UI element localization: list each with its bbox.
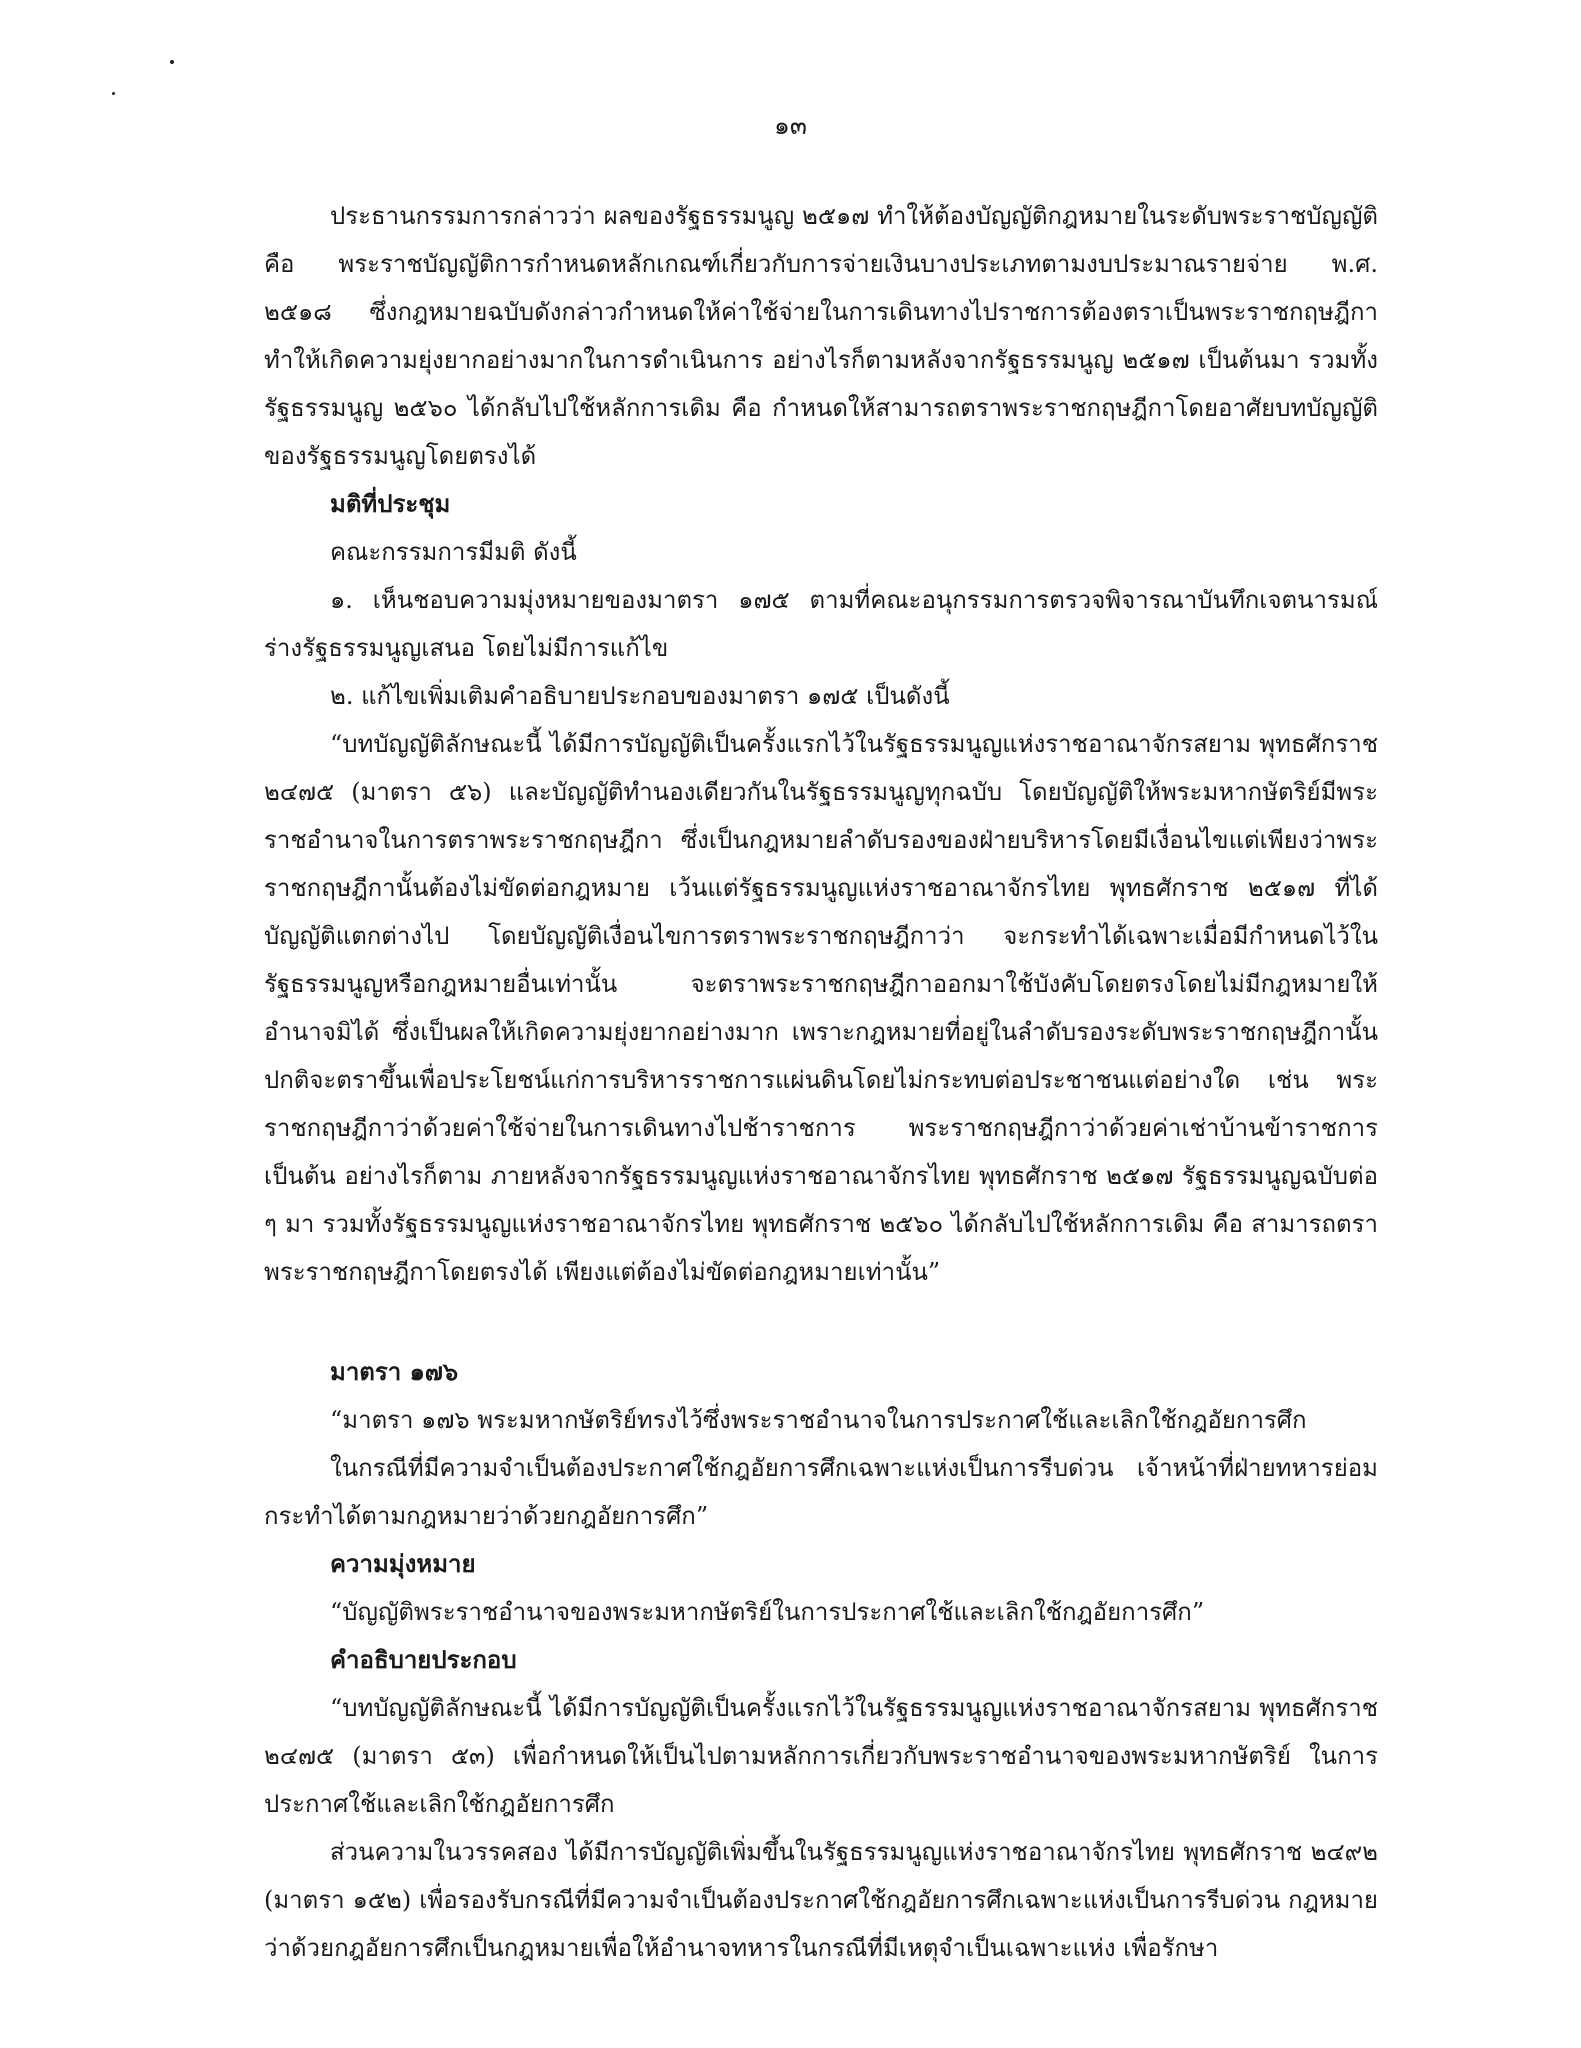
- paragraph-amended-explanation: “บทบัญญัติลักษณะนี้ ได้มีการบัญญัติเป็นครั้งแรกไว้ในรัฐธรรมนูญแห่งราชอาณาจักรสยาม พุทธศักราช ๒๔๗๕ (มาตรา ๕๖) และบัญญัติทำนองเดียวกันในรัฐธรรมนูญทุกฉบับ โดยบัญญัติให้พระมหากษัตริย์มีพระราชอำนาจในการตราพระราชกฤษฎีกา ซึ่งเป็นกฎหมายลำดับรองของฝ่ายบริหารโดยมีเงื่อนไขแต่เพียงว่าพระราชกฤษฎีกานั้นต้องไม่ขัดต่อกฎหมาย เว้นแต่รัฐธรรมนูญแห่งราชอาณาจักรไทย พุทธศักราช ๒๕๑๗ ที่ได้บัญญัติแตกต่างไป โดยบัญญัติเงื่อนไขการตราพระราชกฤษฎีกาว่า จะกระทำได้เฉพาะเมื่อมีกำหนดไว้ในรัฐธรรมนูญหรือกฎหมายอื่นเท่านั้น จะตราพระราชกฤษฎีกาออกมาใช้บังคับโดยตรงโดยไม่มีกฎหมายให้อำนาจมิได้ ซึ่งเป็นผลให้เกิดความยุ่งยากอย่างมาก เพราะกฎหมายที่อยู่ในลำดับรองระดับพระราชกฤษฎีกานั้น ปกติจะตราขึ้นเพื่อประโยชน์แก่การบริหารราชการแผ่นดินโดยไม่กระทบต่อประชาชนแต่อย่างใด เช่น พระราชกฤษฎีกาว่าด้วยค่าใช้จ่ายในการเดินทางไปช้าราชการ พระราชกฤษฎีกาว่าด้วยค่าเช่าบ้านข้าราชการ เป็นต้น อย่างไรก็ตาม ภายหลังจากรัฐธรรมนูญแห่งราชอาณาจักรไทย พุทธศักราช ๒๕๑๗ รัฐธรรมนูญฉบับต่อ ๆ มา รวมทั้งรัฐธรรมนูญแห่งราชอาณาจักรไทย พุทธศักราช ๒๕๖๐ ได้กลับไปใช้หลักการเดิม คือ สามารถตราพระราชกฤษฎีกาโดยตรงได้ เพียงแต่ต้องไม่ขัดต่อกฎหมายเท่านั้น”: [264, 730, 1378, 1286]
- resolution-item-1: ๑. เห็นชอบความมุ่งหมายของมาตรา ๑๗๕ ตามที่คณะอนุกรรมการตรวจพิจารณาบันทึกเจตนารมณ์ร่างรัฐธรรมนูญเสนอ โดยไม่มีการแก้ไข: [264, 586, 1378, 662]
- purpose-text: “บัญญัติพระราชอำนาจของพระมหากษัตริย์ในการประกาศใช้และเลิกใช้กฎอัยการศึก”: [330, 1598, 1205, 1626]
- section-gap: [264, 1296, 1378, 1348]
- explanation-paragraph-1: “บทบัญญัติลักษณะนี้ ได้มีการบัญญัติเป็นครั้งแรกไว้ในรัฐธรรมนูญแห่งราชอาณาจักรสยาม พุทธศักราช ๒๔๗๕ (มาตรา ๕๓) เพื่อกำหนดให้เป็นไปตามหลักการเกี่ยวกับพระราชอำนาจของพระมหากษัตริย์ ในการประกาศใช้และเลิกใช้กฎอัยการศึก: [264, 1694, 1378, 1818]
- scan-speck: [170, 60, 174, 64]
- heading-explanation: คำอธิบายประกอบ: [330, 1645, 517, 1674]
- explanation-paragraph-2: ส่วนความในวรรคสอง ได้มีการบัญญัติเพิ่มขึ้นในรัฐธรรมนูญแห่งราชอาณาจักรไทย พุทธศักราช ๒๔๙๒ (มาตรา ๑๕๒) เพื่อรองรับกรณีที่มีความจำเป็นต้องประกาศใช้กฎอัยการศึกเฉพาะแห่งเป็นการรีบด่วน กฎหมายว่าด้วยกฎอัยการศึกเป็นกฎหมายเพื่อให้อำนาจทหารในกรณีที่มีเหตุจำเป็นเฉพาะแห่ง เพื่อรักษา: [264, 1838, 1378, 1962]
- heading-section-176: มาตรา ๑๗๖: [330, 1357, 459, 1386]
- section-176-text-1: “มาตรา ๑๗๖ พระมหากษัตริย์ทรงไว้ซึ่งพระราชอำนาจในการประกาศใช้และเลิกใช้กฎอัยการศึก: [330, 1406, 1307, 1434]
- page-number: ๑๓: [774, 111, 807, 140]
- resolution-item-2: ๒. แก้ไขเพิ่มเติมคำอธิบายประกอบของมาตรา ๑๗๕ เป็นดังนี้: [330, 682, 950, 710]
- heading-purpose: ความมุ่งหมาย: [330, 1549, 476, 1578]
- paragraph-chairman-remarks: ประธานกรรมการกล่าวว่า ผลของรัฐธรรมนูญ ๒๕๑๗ ทำให้ต้องบัญญัติกฎหมายในระดับพระราชบัญญัติ คือ พระราชบัญญัติการกำหนดหลักเกณฑ์เกี่ยวกับการจ่ายเงินบางประเภทตามงบประมาณรายจ่าย พ.ศ. ๒๕๑๘ ซึ่งกฎหมายฉบับดังกล่าวกำหนดให้ค่าใช้จ่ายในการเดินทางไปราชการต้องตราเป็นพระราชกฤษฎีกา ทำให้เกิดความยุ่งยากอย่างมากในการดำเนินการ อย่างไรก็ตามหลังจากรัฐธรรมนูญ ๒๕๑๗ เป็นต้นมา รวมทั้งรัฐธรรมนูญ ๒๕๖๐ ได้กลับไปใช้หลักการเดิม คือ กำหนดให้สามารถตราพระราชกฤษฎีกาโดยอาศัยบทบัญญัติของรัฐธรรมนูญโดยตรงได้: [264, 202, 1378, 470]
- document-body: [264, 192, 1378, 1972]
- scan-speck: [112, 92, 115, 95]
- resolution-intro: คณะกรรมการมีมติ ดังนี้: [330, 538, 577, 566]
- section-176-text-2: ในกรณีที่มีความจำเป็นต้องประกาศใช้กฎอัยการศึกเฉพาะแห่งเป็นการรีบด่วน เจ้าหน้าที่ฝ่ายทหารย่อมกระทำได้ตามกฎหมายว่าด้วยกฎอัยการศึก”: [264, 1454, 1378, 1530]
- heading-resolution: มติที่ประชุม: [330, 489, 451, 518]
